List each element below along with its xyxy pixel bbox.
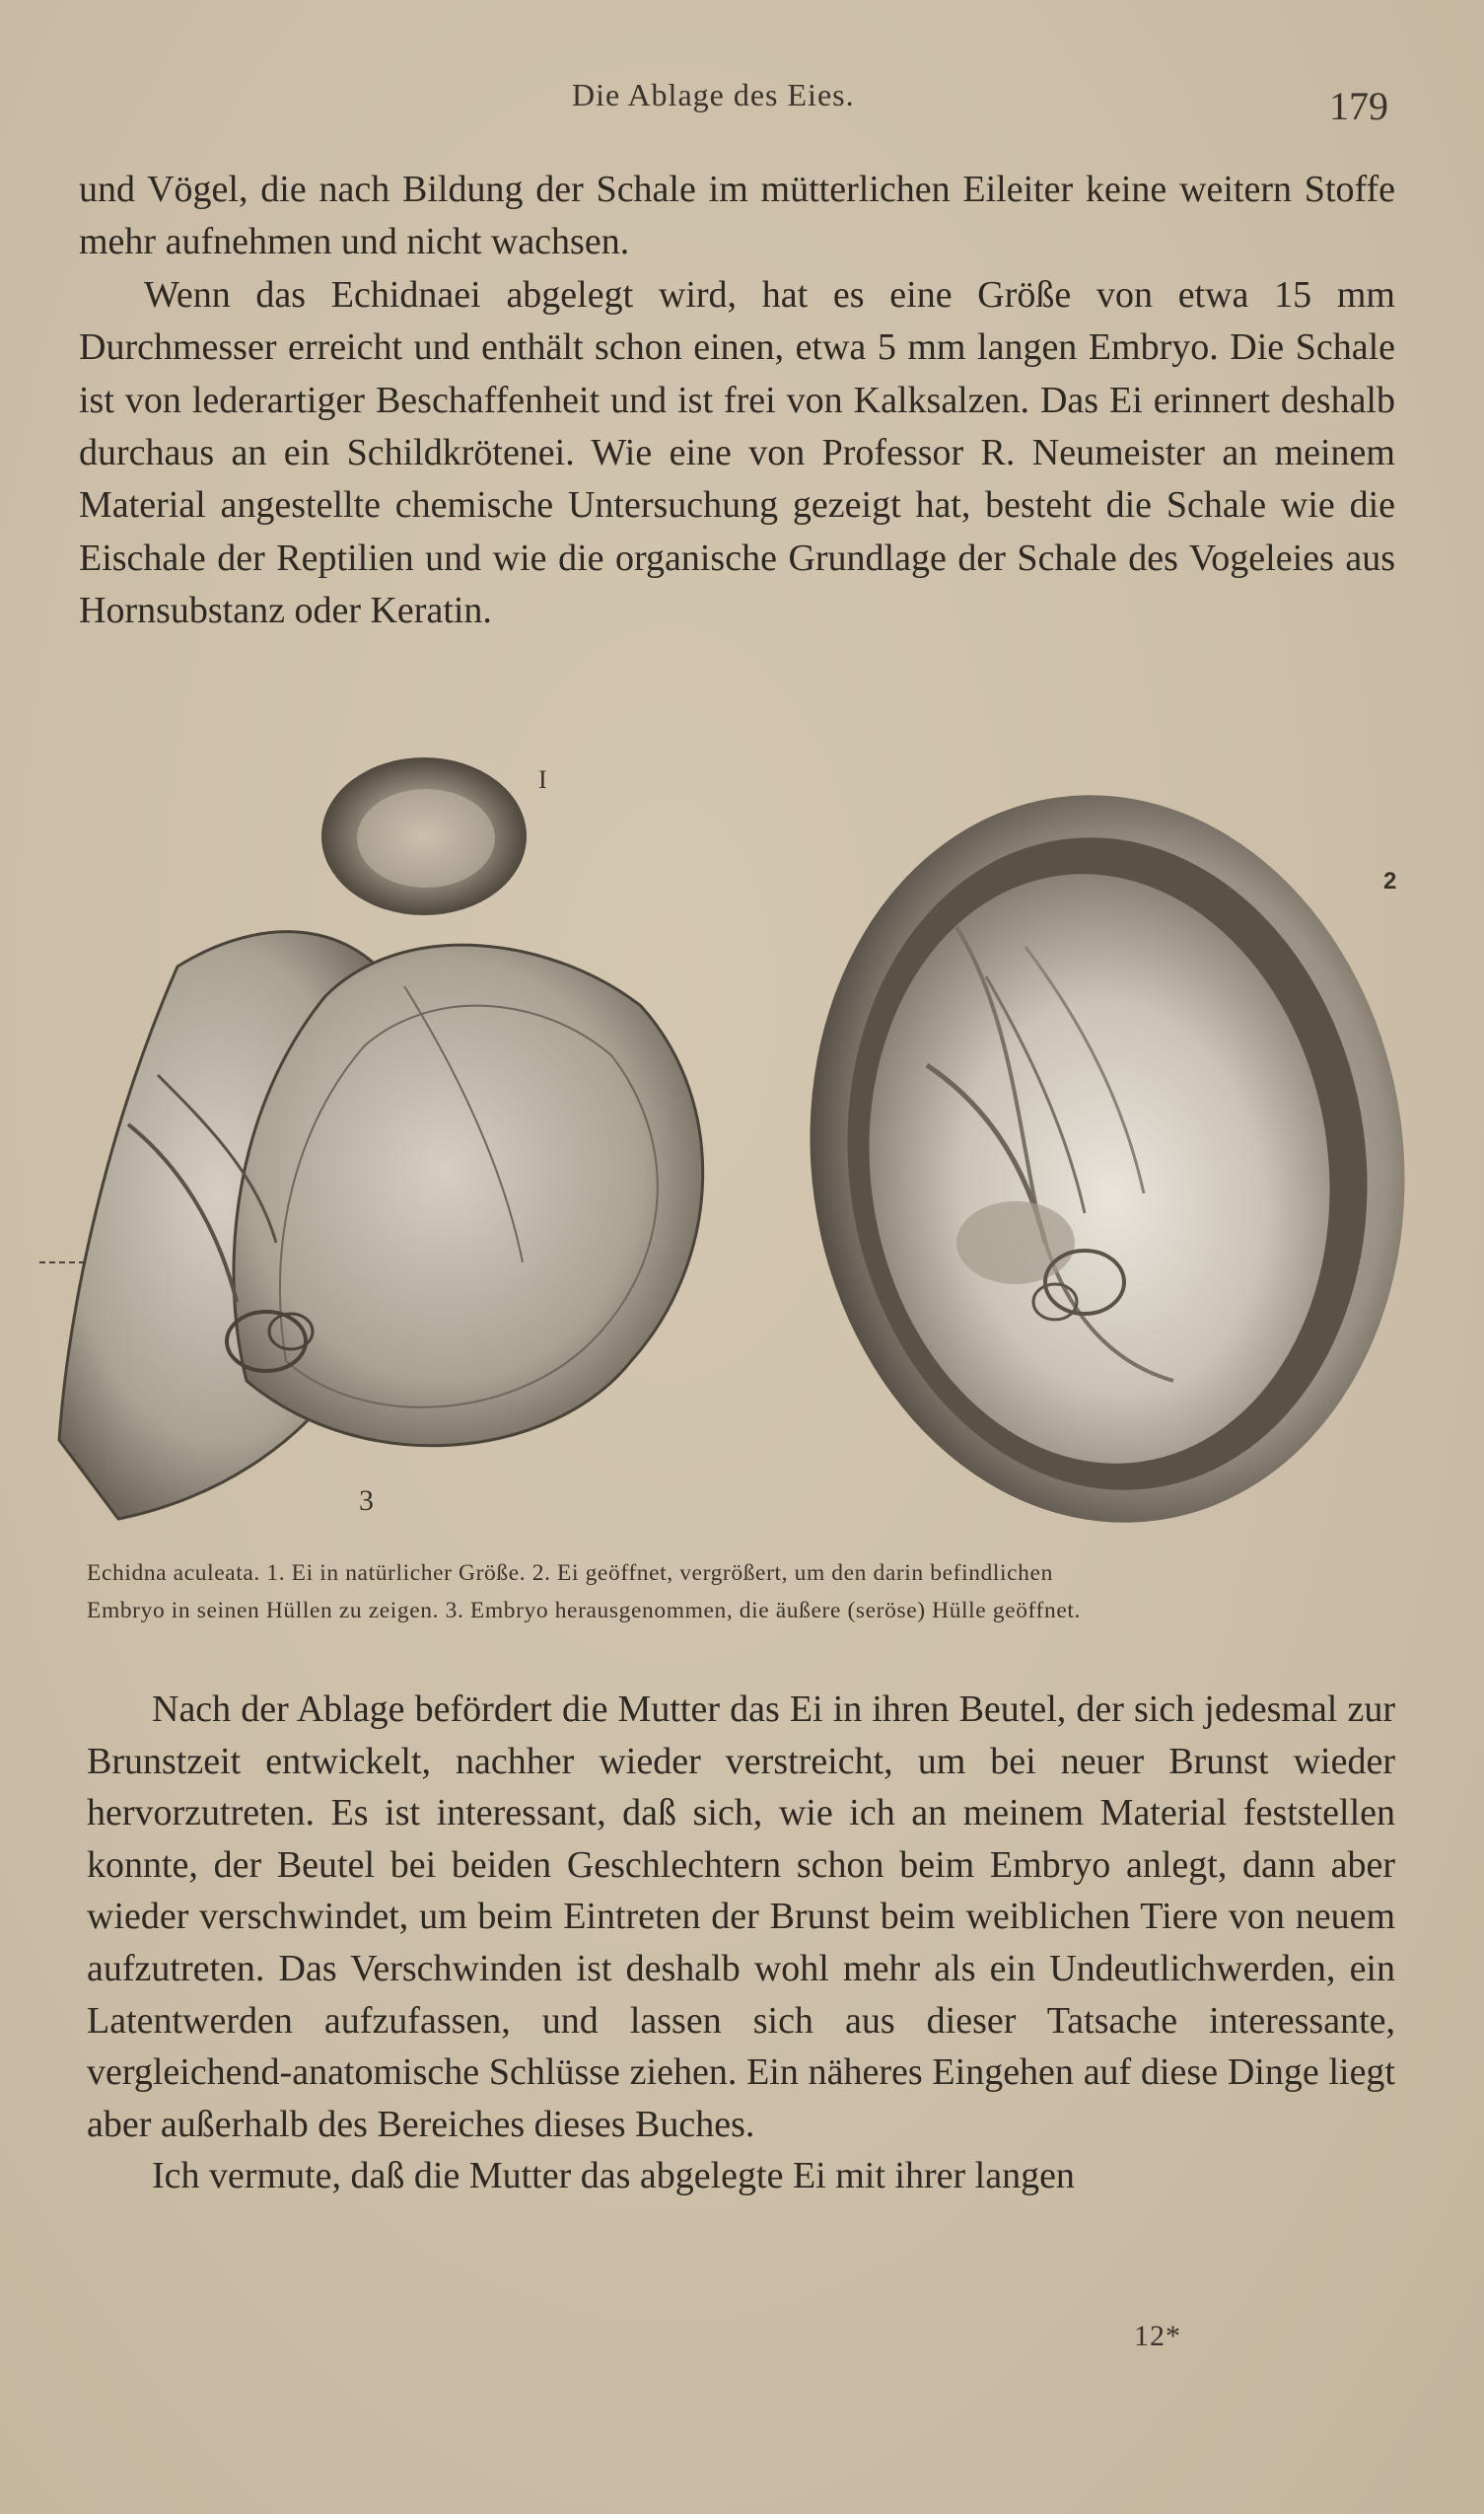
caption-line-2: Embryo in seinen Hüllen zu zeigen. 3. Embryo herausgenommen, die äußere (seröse) Hülle geöffnet.	[87, 1598, 1081, 1623]
figure-label-1: I	[538, 765, 547, 794]
bottom-text-block	[87, 1684, 1395, 2202]
paragraph-continuation: und Vögel, die nach Bildung der Schale im mütterlichen Eileiter keine weitern Stoffe mehr aufnehmen und nicht wachsen.	[79, 169, 1395, 263]
figure-label-3: 3	[359, 1484, 374, 1517]
running-title: Die Ablage des Eies.	[572, 77, 855, 112]
signature-mark: 12*	[1134, 2320, 1181, 2352]
paragraph-echidna-egg: Wenn das Echidnaei abgelegt wird, hat es eine Größe von etwa 15 mm Durchmesser erreicht und enthält schon einen, etwa 5 mm langen Embryo. Die Schale ist von lederartiger Beschaffenheit und ist frei von Kalksalzen. Das Ei erinnert deshalb durchaus an ein Schildkrötenei. Wie eine von Professor R. Neumeister an meinem Material angestellte chemische Untersuchung gezeigt hat, besteht die Schale wie die Eischale der Reptilien und wie die organische Grundlage der Schale des Vogeleies aus Hornsubstanz oder Keratin.	[79, 273, 1395, 632]
paragraph-pouch: Nach der Ablage befördert die Mutter das Ei in ihren Beutel, der sich jedesmal zur Brunstzeit entwickelt, nachher wieder verstreicht, um bei neuer Brunst wieder hervorzutreten. Es ist interessant, daß sich, wie ich an meinem Material feststellen konnte, der Beutel bei beiden Geschlechtern schon beim Embryo anlegt, dann aber wieder verschwindet, um beim Eintreten der Brunst beim weiblichen Tiere von neuem aufzutreten. Das Verschwinden ist deshalb wohl mehr als ein Undeutlichwerden, ein Latentwerden aufzufassen, und lassen sich aus dieser Tatsache interessante, vergleichend-anatomische Schlüsse ziehen. Ein näheres Eingehen auf diese Dinge liegt aber außerhalb des Bereiches dieses Buches.	[87, 1688, 1395, 2145]
running-head	[0, 77, 1484, 126]
embryo-removed	[39, 932, 703, 1519]
page-number: 179	[1329, 84, 1388, 128]
caption-line-1: Echidna aculeata. 1. Ei in natürlicher Größe. 2. Ei geöffnet, vergrößert, um den darin befindlichen	[87, 1560, 1053, 1586]
top-text-block	[79, 164, 1395, 638]
engraving-figure	[39, 750, 1410, 1539]
echidna-egg-illustration	[39, 750, 1410, 1539]
figure-caption	[87, 1554, 1395, 1629]
figure-label-2: 2	[1383, 868, 1397, 895]
opened-egg-enlarged	[763, 756, 1410, 1539]
paragraph-conjecture: Ich vermute, daß die Mutter das abgelegte Ei mit ihrer langen	[152, 2155, 1075, 2197]
